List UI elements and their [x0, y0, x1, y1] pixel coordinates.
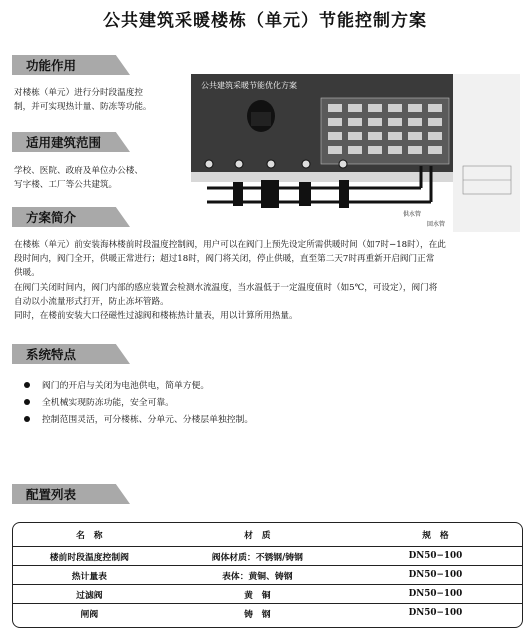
text-line: 同时，在楼前安装大口径磁性过滤阀和楼栋热计量表，用以计算所用热量。 [14, 311, 298, 322]
section-header-scope [12, 132, 130, 152]
table-cell: DN50−100 [408, 608, 463, 618]
section-header-features [12, 344, 130, 364]
section-header-function [12, 55, 130, 75]
section-heading: 适用建筑范围 [26, 135, 102, 150]
config-table [12, 522, 523, 628]
column-header: 材 质 [166, 523, 349, 547]
section-heading: 配置列表 [26, 487, 77, 502]
list-item-text: 控制范围灵活，可分楼栋、分单元、分楼层单独控制。 [42, 415, 254, 425]
system-diagram [191, 74, 520, 232]
column-header: 规 格 [349, 523, 522, 547]
building-icon [321, 98, 449, 164]
text-line: 对楼栋（单元）进行分时段温度控 [14, 88, 143, 98]
text-line: 自动以小流量形式打开，防止冻坏管路。 [14, 296, 169, 307]
scope-text [14, 164, 190, 192]
diagram-graphic [191, 74, 520, 232]
text-line: 制，并可实现热计量、防冻等功能。 [14, 102, 152, 113]
bullet-icon [24, 382, 30, 388]
section-header-summary [12, 207, 130, 227]
valve-icon [247, 100, 275, 132]
section-header-config [12, 484, 130, 504]
table-header-row [13, 523, 522, 547]
list-item-text: 阀门的开启与关闭为电池供电，简单方便。 [42, 381, 210, 391]
table-cell: 表体：黄铜、铸钢 [166, 566, 349, 585]
label-supply: 供水管 [403, 211, 422, 218]
text-line: 在阀门关闭时间内，阀门内部的感应装置会检测水流温度，当水温低于一定温度值时（如5℃，可设定），阀门将 [14, 282, 438, 293]
table-cell: DN50−100 [349, 547, 522, 566]
table-cell: DN50−100 [349, 566, 522, 585]
text-line: 学校、医院、政府及单位办公楼、 [14, 166, 143, 176]
section-heading: 系统特点 [26, 347, 77, 362]
features-list [24, 376, 504, 427]
table-row [13, 585, 522, 604]
page-title: 公共建筑采暖楼栋（单元）节能控制方案 [103, 11, 427, 31]
column-header: 名 称 [13, 523, 166, 547]
table-row [13, 566, 522, 585]
table-cell: 热计量表 [13, 566, 166, 585]
section-heading: 方案简介 [26, 210, 77, 225]
bullet-icon [24, 416, 30, 422]
table-cell: 楼前时段温度控制阀 [13, 547, 166, 566]
list-item [24, 393, 504, 410]
text-line: 写字楼、工厂等公共建筑。 [14, 180, 118, 191]
diagram-title: 公共建筑采暖节能优化方案 [201, 81, 297, 90]
bullet-icon [24, 399, 30, 405]
table-cell: 过滤阀 [13, 585, 166, 604]
text-line: 供暖。 [14, 268, 40, 279]
label-return: 回水管 [427, 221, 446, 228]
list-item [24, 376, 504, 393]
table-cell: 闸阀 [80, 609, 99, 620]
table-cell: 铸 钢 [244, 609, 271, 620]
section-heading: 功能作用 [26, 58, 77, 73]
list-item [24, 410, 504, 427]
table-row [13, 604, 522, 623]
table-cell: 阀体材质：不锈钢/铸钢 [166, 547, 349, 566]
table-row [13, 547, 522, 566]
table-cell: 黄 铜 [166, 585, 349, 604]
function-text [14, 86, 190, 114]
summary-text [14, 238, 522, 323]
table-cell: DN50−100 [349, 585, 522, 604]
text-line: 在楼栋（单元）前安装海林楼前时段温度控制阀，用户可以在阀门上预先设定所需供暖时间（如7时−18时），在此 [14, 240, 446, 250]
list-item-text: 全机械实现防冻功能，安全可靠。 [42, 398, 174, 408]
text-line: 段时间内，阀门全开，供暖正常进行；超过18时，阀门将关闭，停止供暖，直至第二天7时再重新开启阀门正常 [14, 254, 435, 265]
